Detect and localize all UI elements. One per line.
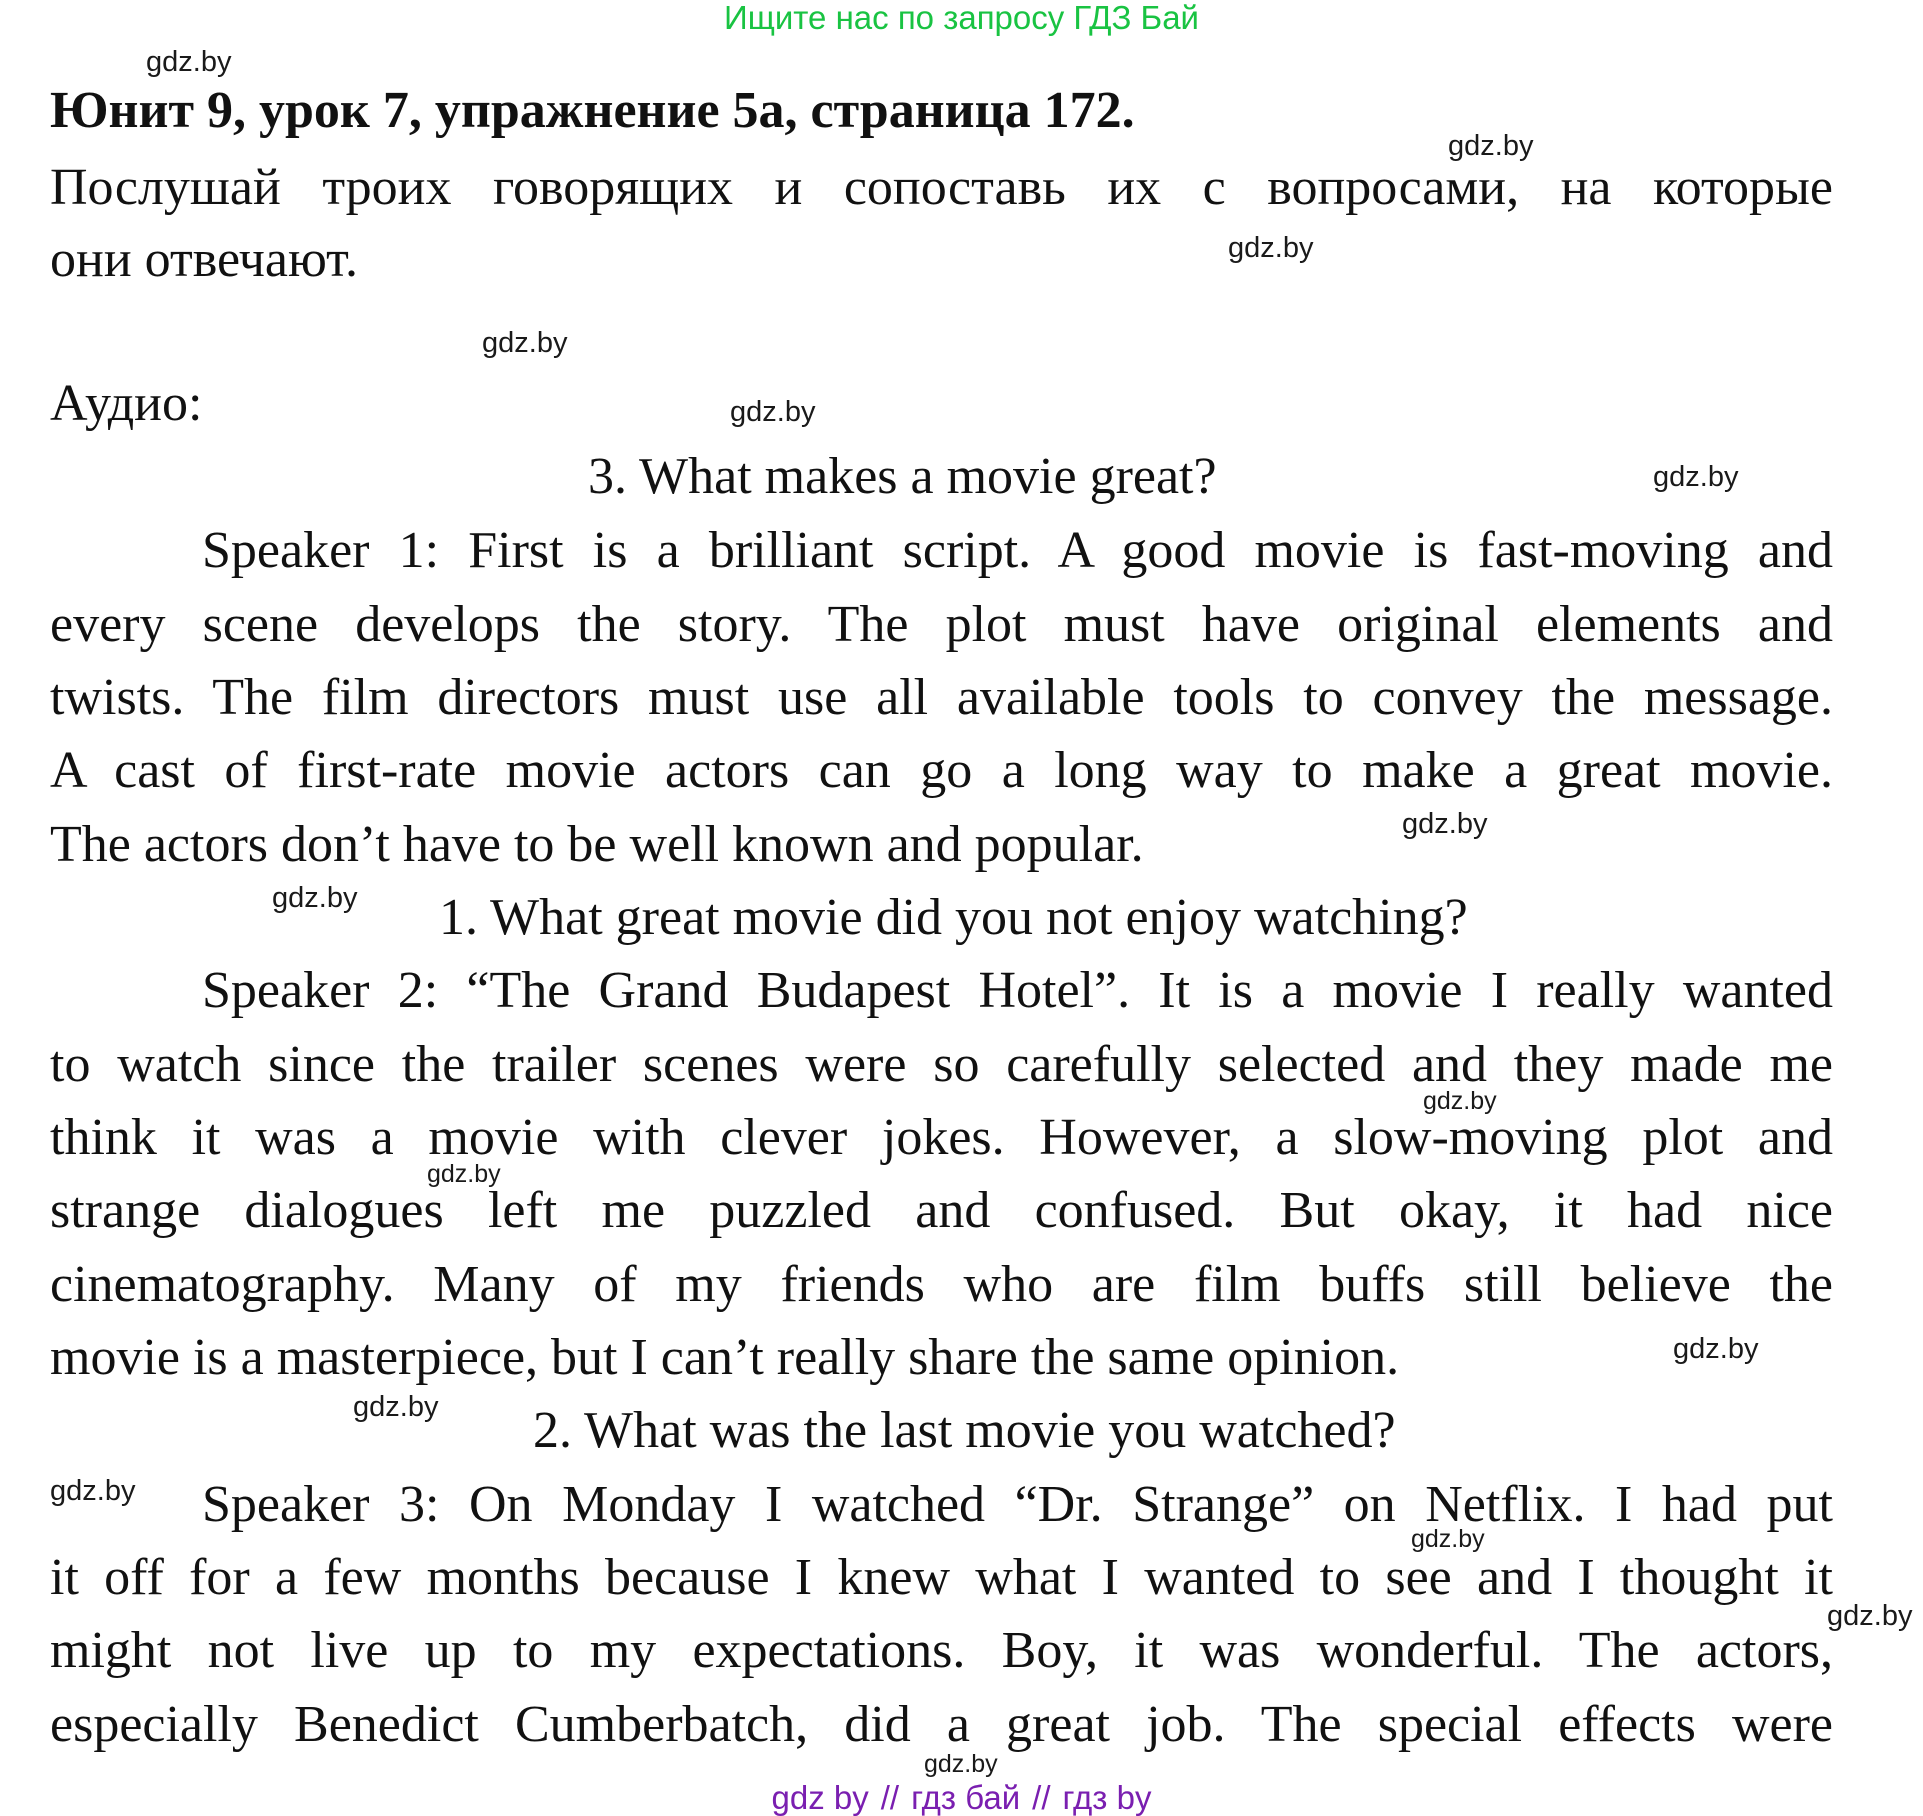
speaker1-line-2: every scene develops the story. The plot must have original elements and	[50, 596, 1833, 653]
footer-part-2: гдз бай	[911, 1779, 1021, 1816]
question-2: 2. What was the last movie you watched?	[533, 1402, 1396, 1459]
speaker3-line-4: especially Benedict Cumberbatch, did a great job. The special effects were	[50, 1696, 1833, 1753]
footer-part-1: gdz by	[771, 1779, 869, 1816]
exercise-heading: Юнит 9, урок 7, упражнение 5a, страница 172.	[50, 82, 1135, 139]
speaker2-line-1: Speaker 2: “The Grand Budapest Hotel”. It is a movie I really wanted	[202, 962, 1833, 1019]
speaker1-line-3: twists. The film directors must use all available tools to convey the message.	[50, 669, 1833, 726]
speaker1-line-5: The actors don’t have to be well known and popular.	[50, 816, 1144, 873]
speaker3-line-2: it off for a few months because I knew what I wanted to see and I thought it	[50, 1549, 1833, 1606]
task-line-1: Послушай троих говорящих и сопоставь их с вопросами, на которые	[50, 159, 1833, 216]
watermark: gdz.by	[1653, 461, 1739, 493]
question-1: 1. What great movie did you not enjoy watching?	[439, 889, 1468, 946]
watermark: gdz.by	[1228, 232, 1314, 264]
footer-watermark	[0, 1780, 1923, 1816]
footer-part-3: гдз by	[1062, 1779, 1152, 1816]
watermark: gdz.by	[482, 327, 568, 359]
watermark: gdz.by	[427, 1160, 501, 1188]
audio-label: Аудио:	[50, 375, 203, 432]
watermark: gdz.by	[924, 1750, 998, 1778]
watermark: gdz.by	[146, 46, 232, 78]
speaker2-line-3: think it was a movie with clever jokes. However, a slow-moving plot and	[50, 1109, 1833, 1166]
watermark: gdz.by	[353, 1391, 439, 1423]
watermark: gdz.by	[730, 396, 816, 428]
watermark: gdz.by	[1411, 1525, 1485, 1553]
speaker3-line-3: might not live up to my expectations. Boy, it was wonderful. The actors,	[50, 1622, 1833, 1679]
question-3: 3. What makes a movie great?	[588, 448, 1217, 505]
speaker3-line-1: Speaker 3: On Monday I watched “Dr. Strange” on Netflix. I had put	[202, 1476, 1833, 1533]
speaker2-line-4: strange dialogues left me puzzled and confused. But okay, it had nice	[50, 1182, 1833, 1239]
speaker2-line-6: movie is a masterpiece, but I can’t really share the same opinion.	[50, 1329, 1400, 1386]
task-line-2: они отвечают.	[50, 231, 358, 288]
watermark: gdz.by	[1673, 1333, 1759, 1365]
top-banner: Ищите нас по запросу ГДЗ Бай	[724, 0, 1199, 36]
watermark: gdz.by	[1827, 1600, 1913, 1632]
watermark: gdz.by	[1448, 130, 1534, 162]
footer-separator: //	[1032, 1779, 1051, 1816]
watermark: gdz.by	[1402, 808, 1488, 840]
speaker1-line-4: A cast of first-rate movie actors can go a long way to make a great movie.	[50, 742, 1833, 799]
speaker2-line-2: to watch since the trailer scenes were so carefully selected and they made me	[50, 1036, 1833, 1093]
footer-separator: //	[880, 1779, 900, 1816]
watermark: gdz.by	[50, 1475, 136, 1507]
watermark: gdz.by	[272, 882, 358, 914]
speaker2-line-5: cinematography. Many of my friends who are film buffs still believe the	[50, 1256, 1833, 1313]
watermark: gdz.by	[1423, 1087, 1497, 1115]
speaker1-line-1: Speaker 1: First is a brilliant script. A good movie is fast-moving and	[202, 522, 1833, 579]
